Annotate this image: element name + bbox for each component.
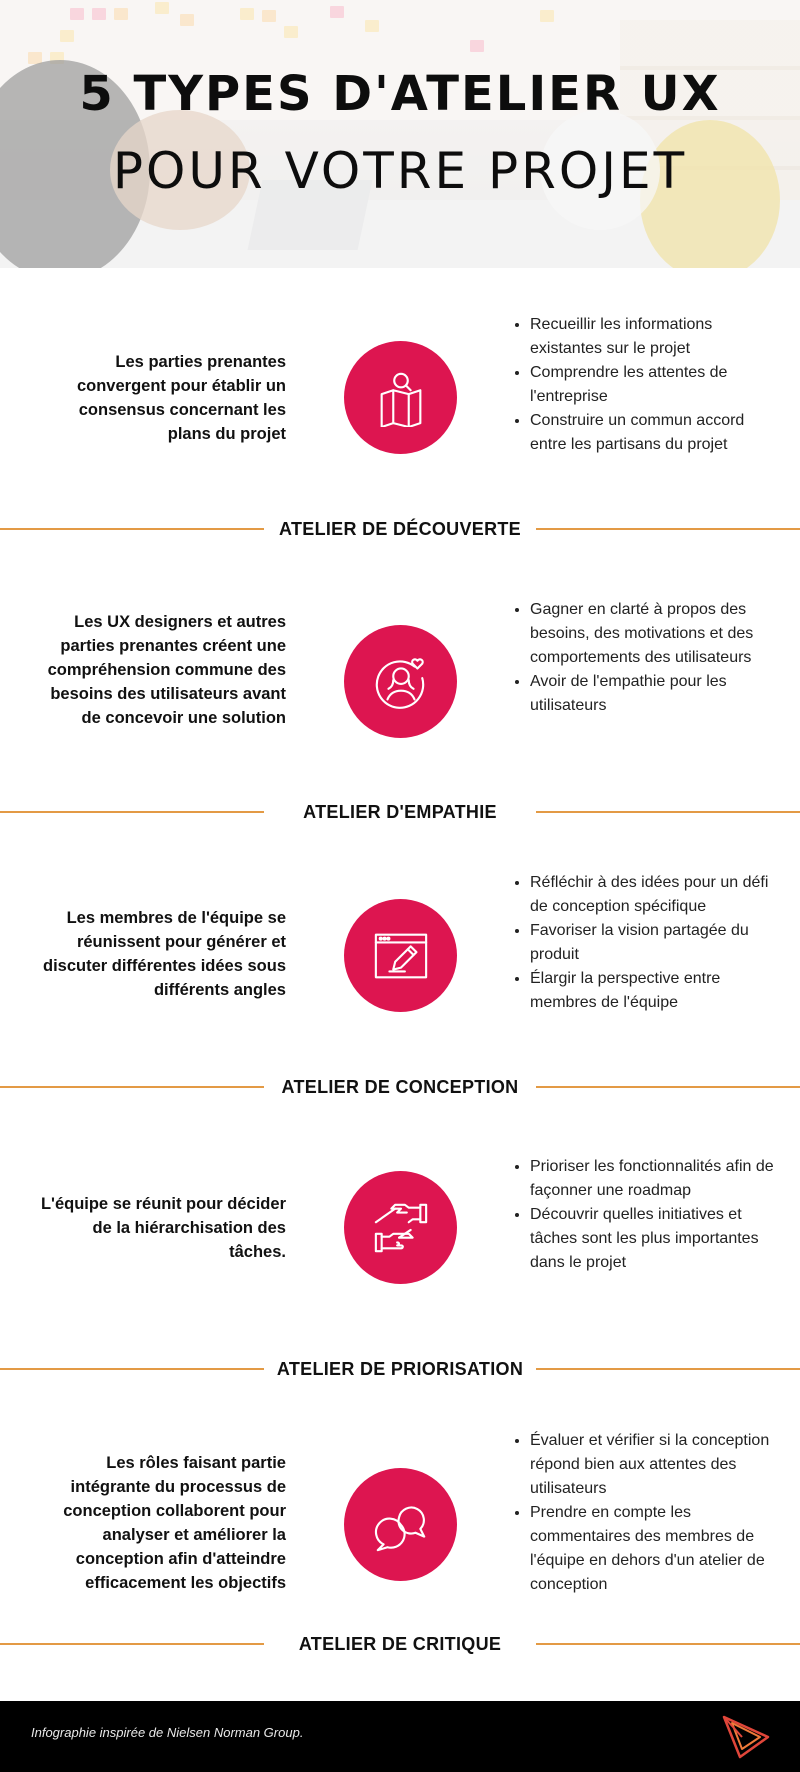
divider-line-right — [536, 1086, 800, 1088]
section-divider — [0, 517, 800, 541]
footer — [0, 1701, 800, 1772]
workshop-description: Les parties prenantes convergent pour établir un consensus concernant les plans du projet — [76, 353, 286, 443]
divider-line-right — [536, 528, 800, 530]
list-item: • Réfléchir à des idées pour un défi de conception spécifique — [530, 871, 780, 919]
workshop-icon-circle — [344, 1171, 457, 1284]
workshop-title: ATELIER DE CONCEPTION — [281, 1077, 519, 1097]
workshop-title: ATELIER DE PRIORISATION — [276, 1359, 524, 1379]
workshop-benefits-list — [512, 313, 780, 457]
list-item: • Comprendre les attentes de l'entreprise — [530, 361, 780, 409]
list-item: • Découvrir quelles initiatives et tâches sont les plus importantes dans le projet — [530, 1203, 780, 1275]
workshop-icon-circle — [344, 899, 457, 1012]
browser-pencil-icon — [372, 927, 430, 985]
workshop-description: L'équipe se réunit pour décider de la hiérarchisation des tâches. — [40, 1195, 286, 1261]
divider-line-left — [0, 1086, 264, 1088]
list-item: • Prendre en compte les commentaires des membres de l'équipe en dehors d'un atelier de conception — [530, 1501, 780, 1597]
list-item: • Évaluer et vérifier si la conception répond bien aux attentes des utilisateurs — [530, 1429, 780, 1501]
workshop-title: ATELIER DE CRITIQUE — [298, 1634, 502, 1654]
workshop-description: Les UX designers et autres parties prenantes créent une compréhension commune des besoins des utilisateurs avant de concevoir une solution — [47, 613, 286, 727]
workshop-description: Les membres de l'équipe se réunissent pour générer et discuter différentes idées sous différents angles — [43, 909, 286, 999]
list-item: • Prioriser les fonctionnalités afin de façonner une roadmap — [530, 1155, 780, 1203]
chat-bubbles-icon — [372, 1496, 430, 1554]
page-title: 5 TYPES D'ATELIER UX — [79, 66, 721, 122]
workshop-icon-circle — [344, 625, 457, 738]
list-item: • Construire un commun accord entre les partisans du projet — [530, 409, 780, 457]
hero-banner — [0, 0, 800, 268]
list-item: • Avoir de l'empathie pour les utilisateurs — [530, 670, 780, 718]
divider-line-right — [536, 1368, 800, 1370]
divider-line-left — [0, 528, 264, 530]
divider-line-right — [536, 811, 800, 813]
divider-line-left — [0, 1368, 264, 1370]
hero-overlay — [0, 0, 800, 268]
list-item: • Favoriser la vision partagée du produit — [530, 919, 780, 967]
section-divider — [0, 1075, 800, 1099]
section-divider — [0, 1632, 800, 1656]
section-divider — [0, 1357, 800, 1381]
workshop-benefits-list — [512, 1429, 780, 1597]
workshop-description: Les rôles faisant partie intégrante du processus de conception collaborent pour analyser et améliorer la conception afin d'atteindre efficacement les objectifs — [63, 1454, 286, 1592]
workshop-title: ATELIER DE DÉCOUVERTE — [279, 519, 521, 539]
list-item: • Gagner en clarté à propos des besoins, des motivations et des comportements des utilisateurs — [530, 598, 780, 670]
user-heart-icon — [372, 653, 430, 711]
triangle-logo-icon — [722, 1715, 770, 1759]
workshop-benefits-list — [512, 871, 780, 1015]
section-divider — [0, 800, 800, 824]
divider-line-left — [0, 1643, 264, 1645]
workshop-benefits-list — [512, 1155, 780, 1275]
divider-line-left — [0, 811, 264, 813]
workshop-icon-circle — [344, 341, 457, 454]
workshop-icon-circle — [344, 1468, 457, 1581]
map-search-icon — [372, 369, 430, 427]
page-subtitle: POUR VOTRE PROJET — [112, 142, 688, 200]
list-item: • Recueillir les informations existantes sur le projet — [530, 313, 780, 361]
workshop-benefits-list — [512, 598, 780, 718]
workshop-title: ATELIER D'EMPATHIE — [303, 802, 497, 822]
pointing-hands-icon — [372, 1199, 430, 1257]
footer-credit: Infographie inspirée de Nielsen Norman Group. — [31, 1725, 304, 1740]
divider-line-right — [536, 1643, 800, 1645]
list-item: • Élargir la perspective entre membres de l'équipe — [530, 967, 780, 1015]
